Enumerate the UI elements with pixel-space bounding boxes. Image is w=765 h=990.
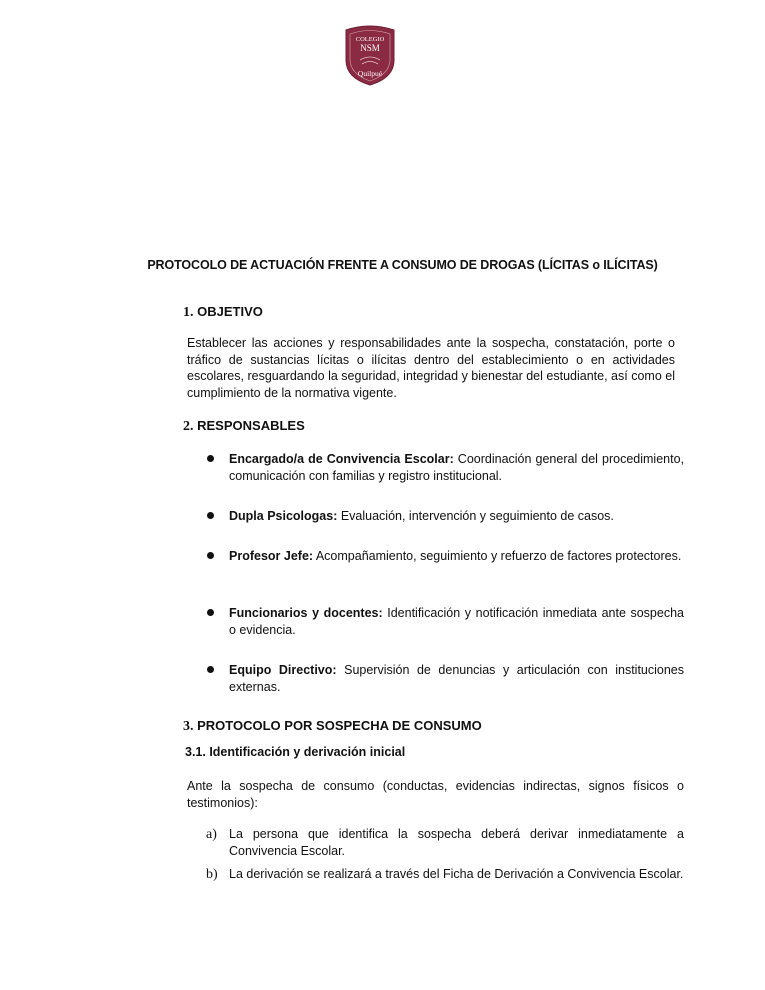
bullet-icon	[207, 609, 214, 616]
step-marker: b)	[206, 867, 218, 882]
section-protocolo-heading	[183, 718, 482, 735]
document-title: PROTOCOLO DE ACTUACIÓN FRENTE A CONSUMO DE DROGAS (LÍCITAS o ILÍCITAS)	[147, 258, 658, 272]
bullet-icon	[207, 512, 214, 519]
school-logo-crest	[342, 24, 398, 86]
protocolo-step	[206, 866, 684, 883]
svg-text:COLEGIO: COLEGIO	[355, 36, 385, 43]
section-objetivo-heading	[183, 304, 263, 321]
responsable-item	[229, 508, 684, 525]
section-responsables-heading	[183, 418, 305, 435]
responsable-role: Profesor Jefe:	[229, 549, 314, 563]
responsable-description: Coordinación general del procedimiento, comunicación con familias y registro institucional.	[229, 452, 684, 483]
bullet-icon	[207, 455, 214, 462]
responsable-item	[229, 662, 684, 696]
responsable-item	[229, 451, 684, 485]
step-marker: a)	[206, 827, 217, 842]
responsable-description: Supervisión de denuncias y articulación con instituciones externas.	[229, 663, 685, 694]
responsable-role: Equipo Directivo:	[229, 663, 337, 677]
section-number: 1.	[183, 305, 194, 320]
section-number: 3.	[183, 719, 194, 734]
protocolo-intro-paragraph: Ante la sospecha de consumo (conductas, evidencias indirectas, signos físicos o testimonios):	[187, 779, 684, 810]
responsable-role: Dupla Psicologas:	[229, 509, 338, 523]
responsable-description: Identificación y notificación inmediata ante sospecha o evidencia.	[229, 606, 684, 637]
bullet-icon	[207, 552, 214, 559]
step-text: La persona que identifica la sospecha deberá derivar inmediatamente a Convivencia Escolar.	[229, 827, 684, 858]
svg-text:Quilpué: Quilpué	[357, 69, 383, 78]
responsable-description: Acompañamiento, seguimiento y refuerzo de factores protectores.	[313, 549, 682, 563]
responsable-item	[229, 548, 684, 565]
section-heading-text: RESPONSABLES	[197, 418, 305, 433]
svg-text:NSM: NSM	[360, 43, 380, 53]
section-heading-text: PROTOCOLO POR SOSPECHA DE CONSUMO	[197, 718, 482, 733]
responsable-description: Evaluación, intervención y seguimiento de casos.	[337, 509, 614, 523]
section-heading-text: OBJETIVO	[197, 304, 263, 319]
responsable-role: Funcionarios y docentes:	[229, 606, 383, 620]
protocolo-step	[206, 826, 684, 860]
section-number: 2.	[183, 419, 194, 434]
bullet-icon	[207, 666, 214, 673]
subsection-heading: 3.1. Identificación y derivación inicial	[185, 745, 406, 759]
objetivo-paragraph: Establecer las acciones y responsabilidades ante la sospecha, constatación, porte o tráfico de sustancias lícitas o ilícitas dentro del establecimiento o en actividades escolares, resguardando la seguridad, integridad y bienestar del estudiante, así como el cumplimiento de la normativa vigente.	[187, 336, 675, 400]
responsable-item	[229, 605, 684, 639]
responsable-role: Encargado/a de Convivencia Escolar:	[229, 452, 454, 466]
step-text: La derivación se realizará a través del Ficha de Derivación a Convivencia Escolar.	[229, 867, 684, 881]
